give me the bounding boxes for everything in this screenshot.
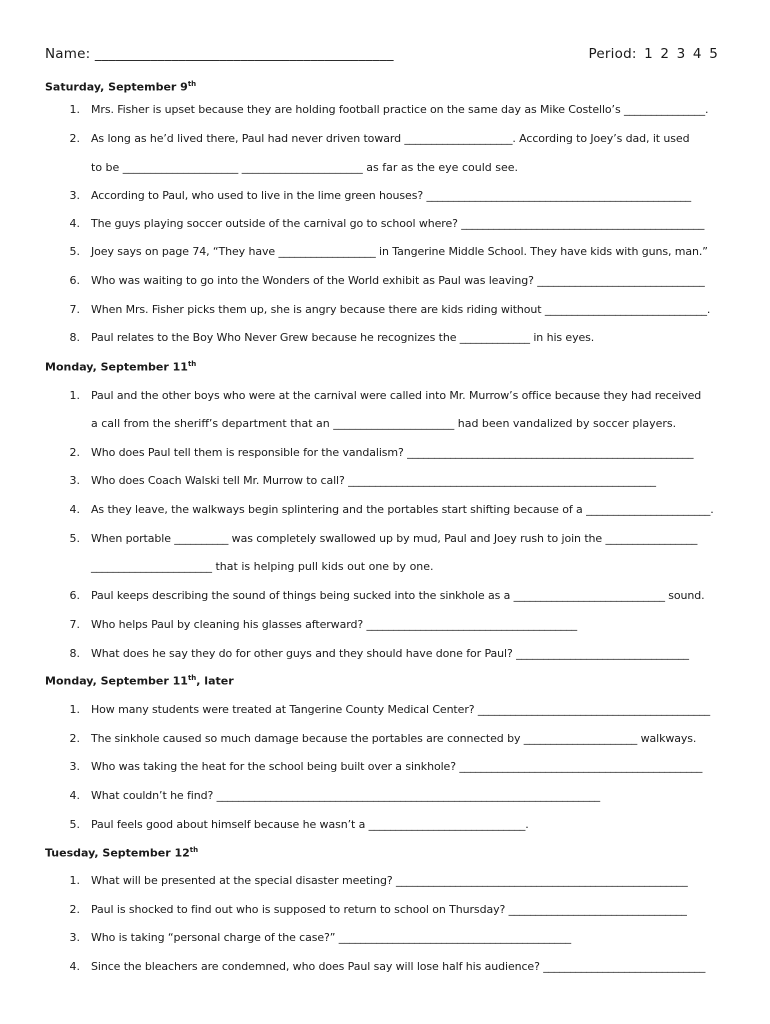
- question-text: Mrs. Fisher is upset because they are holding football practice on the same day as Mike Costello’s _______________.: [91, 103, 709, 116]
- question-number: 8.: [69, 647, 80, 660]
- question-text: Paul keeps describing the sound of things being sucked into the sinkhole as a ____________________________ sound.: [91, 589, 705, 602]
- question-text: Who helps Paul by cleaning his glasses afterward? _______________________________________: [91, 618, 578, 631]
- question-number: 2.: [69, 732, 80, 745]
- question-text: According to Paul, who used to live in the lime green houses? _________________________________________________: [91, 189, 692, 202]
- question-number: 5.: [69, 245, 80, 258]
- question-item: [0, 903, 770, 919]
- question-number: 3.: [69, 189, 80, 202]
- section-title: Saturday, September 9: [45, 80, 188, 94]
- question-text: Who does Coach Walski tell Mr. Murrow to call? _________________________________________________________: [91, 474, 656, 487]
- section-title-sup: th: [187, 360, 197, 368]
- question-item: [0, 274, 770, 290]
- question-item: [0, 446, 770, 462]
- section-title: Tuesday, September 12: [45, 846, 190, 860]
- question-text: Since the bleachers are condemned, who does Paul say will lose half his audience? ______________________________: [91, 960, 706, 973]
- question-text: As long as he’d lived there, Paul had never driven toward ____________________. According to Joey’s dad, it used: [91, 132, 690, 145]
- question-item: [0, 331, 770, 347]
- question-item: [0, 818, 770, 834]
- question-number: 6.: [69, 274, 80, 287]
- question-text: When portable __________ was completely swallowed up by mud, Paul and Joey rush to join the _________________: [91, 532, 698, 545]
- question-number: 3.: [69, 474, 80, 487]
- section-title-sup: th: [187, 80, 197, 88]
- question-text: When Mrs. Fisher picks them up, she is angry because there are kids riding without ______________________________.: [91, 303, 711, 316]
- question-item: [0, 189, 770, 205]
- question-number: 6.: [69, 589, 80, 602]
- question-number: 4.: [69, 789, 80, 802]
- question-item: [0, 960, 770, 976]
- question-text: The sinkhole caused so much damage because the portables are connected by _____________________ walkways.: [91, 732, 697, 745]
- question-number: 3.: [69, 931, 80, 944]
- question-item: [0, 931, 770, 947]
- question-number: 7.: [69, 303, 80, 316]
- question-number: 2.: [69, 903, 80, 916]
- question-text: Who was taking the heat for the school being built over a sinkhole? _____________________________________________: [91, 760, 703, 773]
- header: [45, 46, 718, 66]
- section-heading: [45, 674, 234, 688]
- question-text-continued: to be _____________________ ______________________ as far as the eye could see.: [91, 161, 518, 174]
- question-item: [0, 303, 770, 319]
- question-item: [0, 503, 770, 519]
- question-item: [0, 647, 770, 663]
- question-text: Paul is shocked to find out who is supposed to return to school on Thursday? _________________________________: [91, 903, 687, 916]
- period-field: Period: 1 2 3 4 5: [588, 46, 718, 62]
- question-text-continued: ______________________ that is helping pull kids out one by one.: [91, 560, 434, 573]
- question-number: 1.: [69, 389, 80, 402]
- question-text: Who does Paul tell them is responsible for the vandalism? _____________________________________________________: [91, 446, 694, 459]
- question-text: What does he say they do for other guys and they should have done for Paul? ________________________________: [91, 647, 689, 660]
- question-text-continued: a call from the sheriff’s department that an ______________________ had been vandalized by soccer players.: [91, 417, 677, 430]
- section-heading: [45, 846, 198, 860]
- question-number: 1.: [69, 703, 80, 716]
- question-item: [0, 874, 770, 890]
- question-number: 4.: [69, 960, 80, 973]
- question-item: [0, 245, 770, 261]
- question-text: Paul feels good about himself because he wasn’t a _____________________________.: [91, 818, 529, 831]
- question-text: What will be presented at the special disaster meeting? ______________________________________________________: [91, 874, 688, 887]
- question-number: 4.: [69, 503, 80, 516]
- question-item: [0, 589, 770, 605]
- section-title: Monday, September 11: [45, 360, 188, 374]
- question-item: [0, 474, 770, 490]
- section-title: Monday, September 11: [45, 674, 188, 688]
- question-continuation: [0, 560, 770, 576]
- question-item: [0, 217, 770, 233]
- name-field[interactable]: Name: ___________________________________________: [45, 46, 394, 62]
- question-number: 2.: [69, 446, 80, 459]
- question-number: 1.: [69, 103, 80, 116]
- question-text: Joey says on page 74, “They have __________________ in Tangerine Middle School. They have kids with guns, man.”: [91, 245, 708, 258]
- question-item: [0, 618, 770, 634]
- question-number: 7.: [69, 618, 80, 631]
- section-heading: [45, 360, 196, 374]
- question-number: 1.: [69, 874, 80, 887]
- question-text: The guys playing soccer outside of the carnival go to school where? _____________________________________________: [91, 217, 705, 230]
- question-item: [0, 789, 770, 805]
- question-text: Who was waiting to go into the Wonders of the World exhibit as Paul was leaving? _______________________________: [91, 274, 705, 287]
- question-item: [0, 132, 770, 148]
- question-text: Paul and the other boys who were at the carnival were called into Mr. Murrow’s office because they had received: [91, 389, 702, 402]
- question-number: 5.: [69, 532, 80, 545]
- question-number: 4.: [69, 217, 80, 230]
- section-heading: [45, 80, 196, 94]
- question-number: 5.: [69, 818, 80, 831]
- question-item: [0, 103, 770, 119]
- question-number: 3.: [69, 760, 80, 773]
- question-text: What couldn’t he find? _______________________________________________________________________: [91, 789, 601, 802]
- question-item: [0, 760, 770, 776]
- question-text: How many students were treated at Tangerine County Medical Center? ___________________________________________: [91, 703, 711, 716]
- question-text: Who is taking “personal charge of the case?” ___________________________________________: [91, 931, 571, 944]
- section-title-sup: th: [189, 846, 199, 854]
- question-text: Paul relates to the Boy Who Never Grew because he recognizes the _____________ in his eyes.: [91, 331, 595, 344]
- question-continuation: [0, 417, 770, 433]
- question-continuation: [0, 161, 770, 177]
- question-item: [0, 732, 770, 748]
- question-number: 8.: [69, 331, 80, 344]
- question-text: As they leave, the walkways begin splintering and the portables start shifting because of a _______________________.: [91, 503, 714, 516]
- question-item: [0, 389, 770, 405]
- section-title-suffix: , later: [196, 674, 234, 688]
- question-item: [0, 703, 770, 719]
- question-item: [0, 532, 770, 548]
- question-number: 2.: [69, 132, 80, 145]
- section-title-sup: th: [187, 674, 197, 682]
